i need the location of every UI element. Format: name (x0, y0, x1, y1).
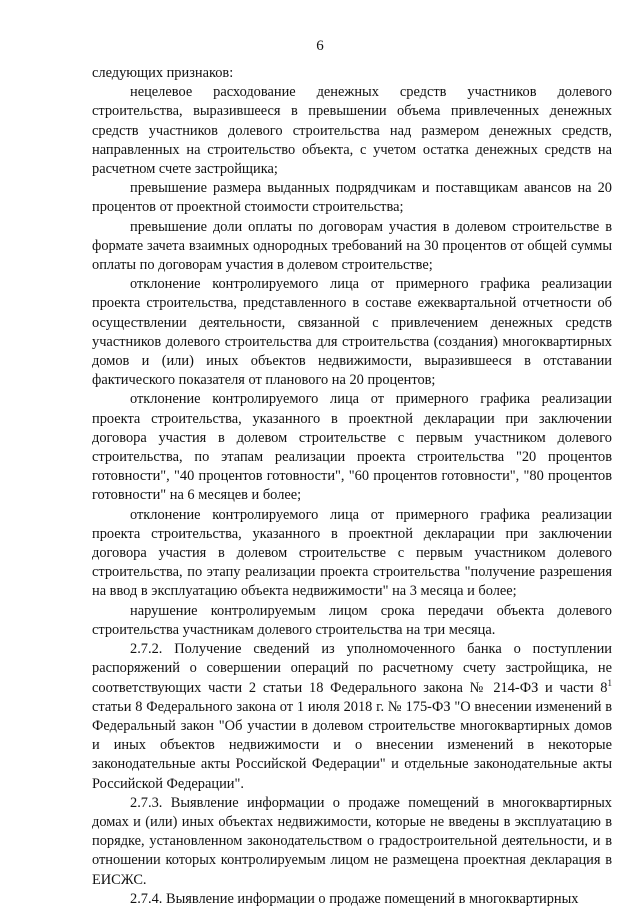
paragraph-2-7-2-text-end: статьи 8 Федерального закона от 1 июля 2018 г. № 175-ФЗ "О внесении изменений в Федеральный закон "Об участии в долевом строительстве многоквартирных домов и иных объектов недвижимости и о внесении изменений в некоторые законодательные акты Российской Федерации" и отдельные законодательные акты Российской Федерации". (92, 698, 612, 792)
paragraph-transfer-delay: нарушение контролируемым лицом срока передачи объекта долевого строительства участникам долевого строительства на три месяца. (92, 602, 612, 638)
paragraph-2-7-2-text-start: 2.7.2. Получение сведений из уполномоченного банка о поступлении распоряжений о совершении операций по расчетному счету застройщика, не соответствующих части 2 статьи 18 Федерального закона № 214-ФЗ и части 8 (92, 641, 612, 696)
paragraph-intro: следующих признаков: (92, 65, 234, 81)
paragraph-advances-excess: превышение размера выданных подрядчикам и поставщикам авансов на 20 процентов от проектной стоимости строительства; (92, 180, 612, 216)
superscript-mark: 1 (607, 677, 612, 688)
page-number: 6 (316, 38, 324, 54)
paragraph-schedule-deviation-permit: отклонение контролируемого лица от примерного графика реализации проекта строительства, указанного в проектной декларации при заключении договора участия в долевом строительстве с первым участником долевого строительства, по этапу реализации проекта строительства "получение разрешения на ввод в эксплуатацию объекта недвижимости" на 3 месяца и более; (92, 506, 612, 600)
paragraph-misuse-of-funds: нецелевое расходование денежных средств участников долевого строительства, выразившееся в превышении объема привлеченных денежных средств участников долевого строительства над размером денежных средств, направленных на строительство объекта, с учетом остатка денежных средств на расчетном счете застройщика; (92, 84, 612, 178)
paragraph-schedule-deviation-quarterly: отклонение контролируемого лица от примерного графика реализации проекта строительства, представленного в составе ежеквартальной отчетности об осуществлении деятельности, связанной с привлечением денежных средств участников долевого строительства для строительства (создания) многоквартирных домов и (или) иных объектов недвижимости, выразившееся в отставании фактического показателя от планового на 20 процентов; (92, 276, 612, 389)
document-body (92, 64, 612, 909)
paragraph-2-7-4: 2.7.4. Выявление информации о продаже помещений в многоквартирных (130, 890, 579, 907)
paragraph-2-7-2 (92, 640, 612, 794)
paragraph-schedule-deviation-stages: отклонение контролируемого лица от примерного графика реализации проекта строительства, указанного в проектной декларации при заключении договора участия в долевом строительстве с первым участником долевого строительства, по этапам реализации проекта строительства "20 процентов готовности", "40 процентов готовности", "60 процентов готовности", "80 процентов готовности" на 6 месяцев и более; (92, 391, 612, 504)
paragraph-offset-payments: превышение доли оплаты по договорам участия в долевом строительстве в формате зачета взаимных однородных требований на 30 процентов от общей суммы оплаты по договорам участия в долевом строительстве; (92, 218, 612, 274)
paragraph-2-7-3: 2.7.3. Выявление информации о продаже помещений в многоквартирных домах и (или) иных объектах недвижимости, которые не введены в эксплуатацию в порядке, установленном законодательством о градостроительной деятельности, и в отношении которых контролируемым лицом не размещена проектная декларация в ЕИСЖС. (92, 794, 612, 888)
